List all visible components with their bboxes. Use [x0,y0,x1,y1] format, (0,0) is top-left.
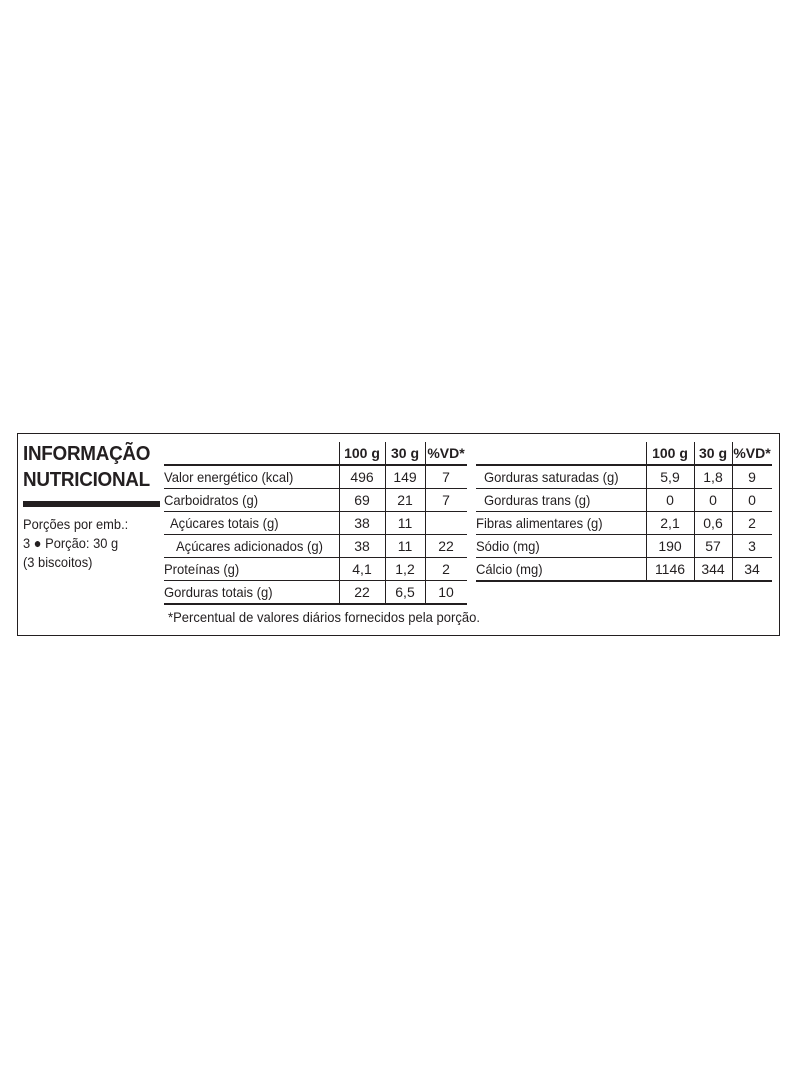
header-30g: 30 g [698,445,727,461]
value-vd [425,512,467,535]
nutrition-facts-label [17,433,780,636]
nutrient-name [476,535,544,558]
serving-size-units: (3 biscoitos) [23,554,93,570]
nutrient-name [170,512,287,535]
value-30g: 1,8 [703,469,723,485]
column-divider [425,442,426,604]
value-100g: 38 [354,538,370,554]
nutrient-name-text: Gorduras saturadas (g) [484,469,619,485]
nutrient-name [164,489,265,512]
nutrient-name-text: Fibras alimentares (g) [476,515,603,531]
value-vd: 7 [442,469,450,485]
value-100g: 4,1 [352,561,372,577]
nutrient-name-text: Valor energético (kcal) [164,469,294,485]
value-30g: 0 [709,492,717,508]
value-vd: 7 [442,492,450,508]
nutrient-name-text: Carboidratos (g) [164,492,259,508]
value-100g: 69 [354,492,370,508]
value-vd: 9 [748,469,756,485]
value-30g: 344 [701,561,725,577]
serving-size: 3 ● Porção: 30 g [23,535,119,551]
value-30g: 57 [705,538,721,554]
nutrient-name-text: Sódio (mg) [476,538,540,554]
nutrient-name [164,466,303,489]
nutrient-name-text: Gorduras totais (g) [164,584,273,600]
header-vd: %VD* [427,445,465,461]
nutrient-name-text: Açúcares adicionados (g) [176,538,323,554]
row-rule [476,580,772,582]
footnote: *Percentual de valores diários fornecidos pela porção. [168,609,480,625]
value-vd: 2 [748,515,756,531]
nutrient-name-text: Cálcio (mg) [476,561,543,577]
column-divider [385,442,386,604]
nutrient-name [484,466,629,489]
label-title-block [23,441,159,570]
value-100g: 22 [354,584,370,600]
value-30g: 6,5 [395,584,415,600]
value-vd: 0 [748,492,756,508]
value-30g: 0,6 [703,515,723,531]
label-title-line-1: INFORMAÇÃO [23,442,151,465]
column-divider [646,442,647,581]
value-100g: 38 [354,515,370,531]
nutrient-name [176,535,334,558]
column-divider [694,442,695,581]
value-30g: 11 [397,515,413,531]
label-title-line-2: NUTRICIONAL [23,468,150,491]
nutrient-name [164,581,281,604]
value-vd: 22 [438,538,454,554]
value-vd: 3 [748,538,756,554]
header-100g: 100 g [344,445,380,461]
nutrient-name [484,489,598,512]
nutrient-name [476,512,612,535]
value-vd: 10 [438,584,454,600]
nutrient-name [164,558,245,581]
title-divider-bar [23,501,160,507]
nutrient-name-text: Gorduras trans (g) [484,492,591,508]
value-100g: 0 [666,492,674,508]
header-vd: %VD* [733,445,771,461]
value-30g: 21 [397,492,413,508]
value-30g: 11 [397,538,413,554]
value-100g: 2,1 [660,515,680,531]
header-100g: 100 g [652,445,688,461]
column-divider [732,442,733,581]
value-vd: 2 [442,561,450,577]
column-divider [339,442,340,604]
row-rule [164,603,467,605]
servings-per-package: Porções por emb.: [23,516,129,532]
value-30g: 1,2 [395,561,415,577]
value-100g: 1146 [654,561,686,577]
nutrient-name-text: Proteínas (g) [164,561,240,577]
serving-info [23,515,128,572]
value-100g: 496 [350,469,374,485]
value-100g: 5,9 [660,469,680,485]
nutrient-name [476,558,548,581]
header-30g: 30 g [390,445,419,461]
value-vd: 34 [744,561,760,577]
value-100g: 190 [658,538,682,554]
value-30g: 149 [393,469,417,485]
nutrient-name-text: Açúcares totais (g) [170,515,279,531]
